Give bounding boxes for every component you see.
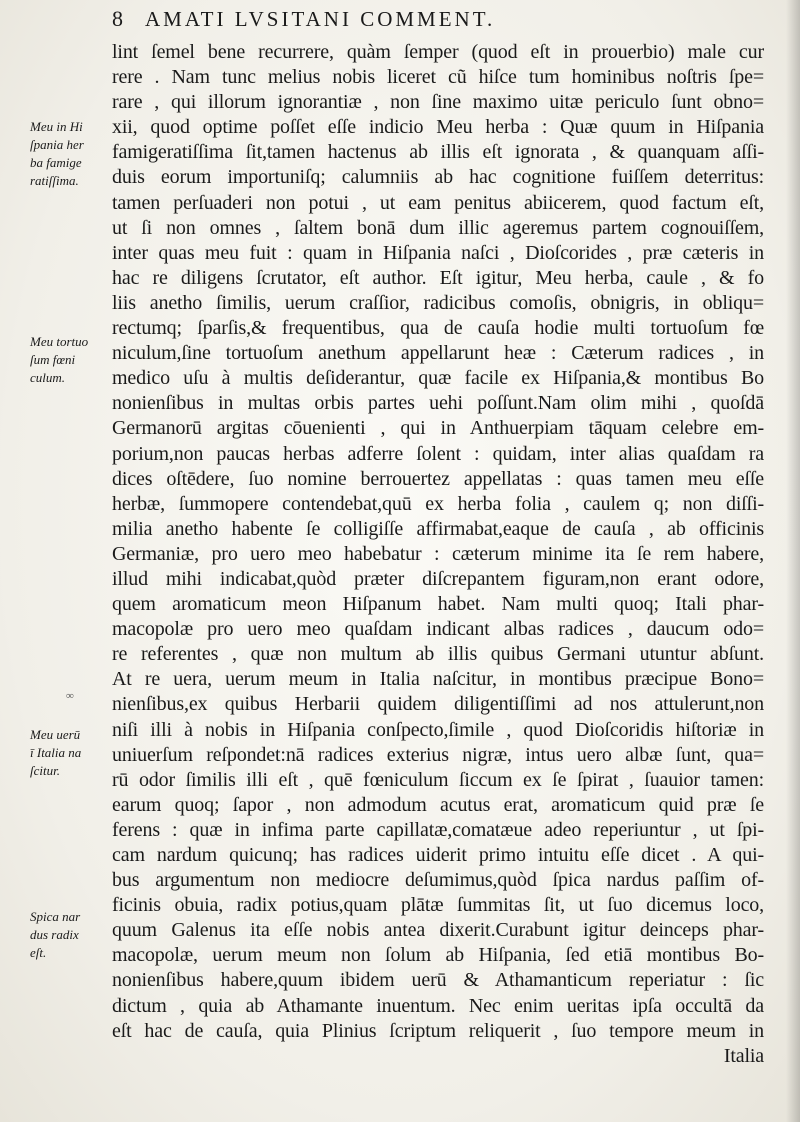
- margin-note-line: eſt.: [30, 945, 47, 960]
- text-line: niculum,ſine tortuoſum anethum appellarunt heæ : Cæterum radices , in: [112, 342, 764, 365]
- running-title: AMATI LVSITANI COMMENT.: [145, 6, 496, 31]
- margin-note-meu-italia: [30, 726, 110, 780]
- text-line: eſt hac de cauſa, quia Plinius ſcriptum reliquerit , ſuo tempore meum in: [112, 1019, 764, 1042]
- text-line: medico uſu à multis deſiderantur, quæ facile ex Hiſpania,& montibus Bo: [112, 367, 764, 390]
- text-line: uniuerſum reſpondet:nā radices exterius nigræ, intus uero albæ ſunt, qua=: [112, 743, 764, 766]
- text-line: re referentes , quæ non multum ab illis quibus Germani utuntur abſunt.: [112, 643, 764, 666]
- text-line: rectumq; ſparſis,& frequentibus, qua de cauſa hodie multi tortuoſum fœ: [112, 317, 764, 340]
- text-line: rere . Nam tunc melius nobis liceret cũ hiſce tum hominibus noſtris ſpe=: [112, 66, 764, 89]
- margin-note-line: Meu in Hi: [30, 119, 83, 134]
- margin-note-line: ſum fœni: [30, 352, 76, 367]
- text-line: lint ſemel bene recurrere, quàm ſemper (quod eſt in prouerbio) male cur: [112, 41, 764, 63]
- text-line: ficinis obuia, radix potius,quam plātæ ſummitas ſit, ut ſuo dicemus loco,: [112, 894, 764, 917]
- text-line: illud mihi indicabat,quòd præter diſcrepantem figuram,non erant odore,: [112, 567, 764, 590]
- gutter-shadow: [786, 0, 800, 1122]
- text-line: inter quas meu fuit : quam in Hiſpania naſci , Dioſcorides , præ cæteris in: [112, 241, 764, 264]
- text-line: nienſibus,ex quibus Herbarii quidem diligentiſſimi ad nos attulerunt,non: [112, 693, 764, 716]
- margin-note-meu-hispania: [30, 118, 110, 190]
- body-text: [112, 40, 764, 1069]
- catchword: Italia: [723, 1044, 764, 1067]
- text-line: hac re diligens ſcrutator, eſt author. Eſt igitur, Meu herba, caule , & fo: [112, 266, 764, 289]
- margin-note-spica-nardus: [30, 908, 110, 962]
- margin-note-line: Meu uerū: [30, 727, 81, 742]
- text-line: macopolæ, uerum meum non ſolum ab Hiſpania, ſed etiā montibus Bo-: [112, 944, 764, 967]
- margin-note-line: dus radix: [30, 927, 79, 942]
- text-line: duis eorum importuniſq; calumniis ab hac cognitione fuiſſem deterritus:: [112, 166, 764, 189]
- margin-note-line: ſpania her: [30, 137, 84, 152]
- text-line: niſi illi à nobis in Hiſpania conſpecto,ſimile , quod Dioſcoridis hiſtoriæ in: [112, 718, 764, 741]
- text-line: macopolæ pro uero meo quaſdam indicant albas radices , daucum odo=: [112, 618, 764, 641]
- text-line: cam nardum quicunq; has radices uiderit primo intuitu eſſe dicet . A qui-: [112, 844, 764, 866]
- text-line: tamen perſuaderi non potui , ut eam penitus abiicerem, quod factum eſt,: [112, 191, 764, 214]
- text-line: dices oſtēdere, ſuo nomine berrouertez appellatas : quas tamen meu eſſe: [112, 467, 764, 490]
- text-line: ferens : quæ in infima parte capillatæ,comatæue adeo reperiuntur , ut ſpi-: [112, 818, 764, 841]
- margin-note-line: ba famige: [30, 155, 82, 170]
- margin-note-line: Meu tortuo: [30, 334, 89, 349]
- margin-note-line: Spica nar: [30, 909, 81, 924]
- text-line: ut ſi non omnes , ſaltem bonā dum illic ageremus partem cognouiſſem,: [112, 216, 764, 239]
- text-line: At re uera, uerum meum in Italia naſcitur, in montibus præcipue Bono=: [112, 668, 764, 691]
- margin-note-meu-tortuosum: [30, 333, 110, 387]
- margin-note-line: ī Italia na: [30, 745, 82, 760]
- text-line: nonienſibus in multas orbis partes uehi poſſunt.Nam olim mihi , quoſdā: [112, 392, 764, 415]
- text-line: rū odor ſimilis illi eſt , quē fœniculum ſiccum ex ſe ſpirat , ſuauior tamen:: [112, 768, 764, 791]
- text-line: quum Galenus ita eſſe nobis antea dixerit.Curabunt igitur deinceps phar-: [112, 919, 764, 942]
- text-line: Germanorū argitas cōuenienti , qui in Anthuerpiam tāquam celebre em-: [112, 417, 764, 440]
- margin-note-line: culum.: [30, 370, 66, 385]
- text-line: dictum , quia ab Athamante inuentum. Nec enim ueritas ipſa occultā da: [112, 994, 764, 1017]
- running-head: [112, 2, 752, 36]
- text-line: bus argumentum non mediocre deſumimus,quòd ſpica nardus paſſim of-: [112, 869, 764, 892]
- text-line: famigeratiſſima ſit,tamen hactenus ab illis eſt ignorata , & quanquam aſſi-: [112, 141, 764, 164]
- text-line: liis anetho ſimilis, uerum craſſior, radicibus comoſis, obnigris, in obliqu=: [112, 291, 764, 314]
- text-line: Germaniæ, pro uero meo habebatur : cæterum minime ita ſe rem habere,: [112, 542, 764, 565]
- text-line: nonienſibus habere,quum ibidem uerū & Athamanticum reperiatur : ſic: [112, 969, 764, 992]
- margin-note-line: ratiſſima.: [30, 173, 79, 188]
- text-line: quem aromaticum meon Hiſpanum habet. Nam multi quoq; Itali phar-: [112, 593, 764, 616]
- text-line: herbæ, ſummopere contendebat,quū ex herba folia , caulem q; non diſſi-: [112, 492, 764, 515]
- stray-ink-mark: ∞: [66, 690, 74, 702]
- text-line: rare , qui illorum ignorantiæ , non ſine maximo uitæ periculo ſunt obno=: [112, 91, 764, 114]
- text-line: milia anetho habente ſe colligiſſe affirmabat,eaque de cauſa , ab officinis: [112, 517, 764, 540]
- text-line: xii, quod optime poſſet eſſe indicio Meu herba : Quæ quum in Hiſpania: [112, 116, 764, 139]
- margin-note-line: ſcitur.: [30, 763, 60, 778]
- text-line: earum quoq; ſapor , non admodum acutus erat, aromaticum quid præ ſe: [112, 793, 764, 816]
- text-line: porium,non paucas herbas adferre ſolent : quidam, inter alias quaſdam ra: [112, 442, 764, 465]
- page-number: 8: [112, 6, 123, 31]
